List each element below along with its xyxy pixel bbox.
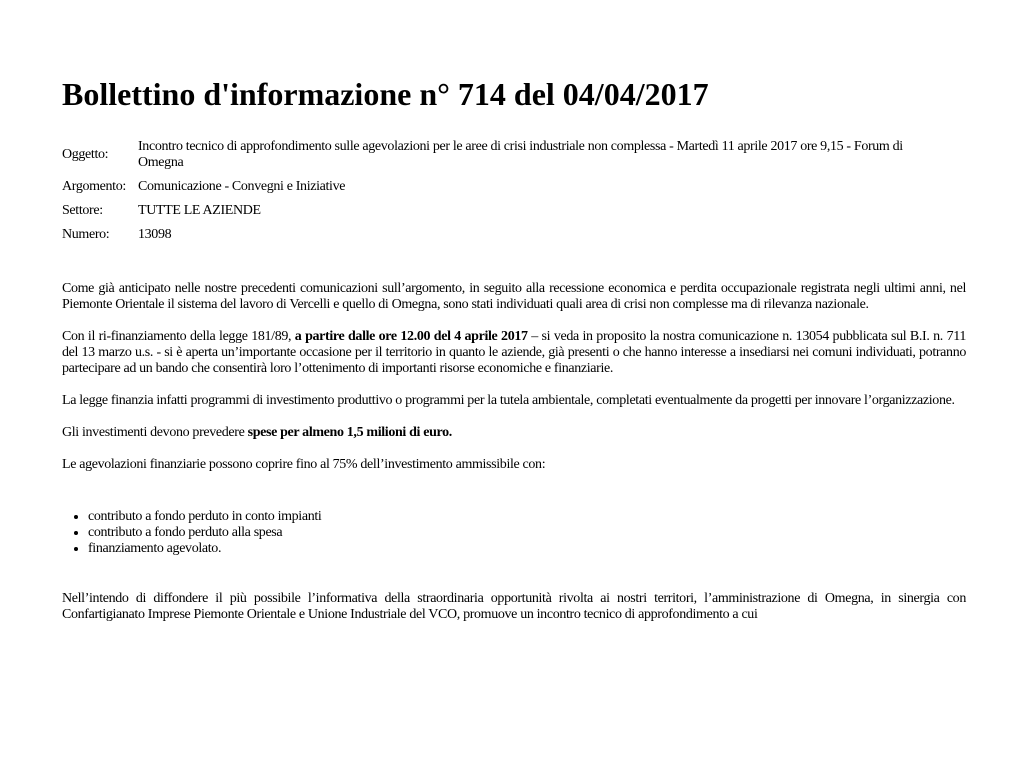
paragraph-investments-text: Gli investimenti devono prevedere — [62, 425, 248, 440]
meta-row-settore — [62, 203, 938, 227]
argomento-value: Comunicazione - Convegni e Iniziative — [138, 179, 346, 194]
list-item: • contributo a fondo perduto alla spesa — [88, 525, 966, 541]
argomento-label: Argomento: — [62, 179, 126, 194]
paragraph-financing-text-b: – si veda in proposito la nostra comunicazione n. 13054 pubblicata sul B.I. n. 711 del 13 marzo u.s. - si è aperta un’importante occasione per il territorio in quanto le aziende, già presenti o che hanno interesse a insediarsi nei comuni individuati, potranno partecipare ad un bando che consentirà loro l’ottenimento di importanti risorse economiche e finanziarie. — [62, 329, 966, 376]
paragraph-event: Nell’intendo di diffondere il più possibile l’informativa della straordinaria opportunità rivolta ai nostri territori, l’amministrazione di Omegna, in sinergia con Confartigianato Imprese Piemonte Orientale e Unione Industriale del VCO, promuove un incontro tecnico di approfondimento a cui — [62, 591, 966, 622]
paragraph-investments-amount: spese per almeno 1,5 milioni di euro. — [247, 425, 452, 440]
oggetto-label: Oggetto: — [62, 147, 109, 162]
paragraph-intro: Come già anticipato nelle nostre precedenti comunicazioni sull’argomento, in seguito alla recessione economica e perdita occupazionale registrata negli ultimi anni, nel Piemonte Orientale il sistema del lavoro di Vercelli e quello di Omegna, sono stati individuati quali area di crisi non complesse ma di rilevanza nazionale. — [62, 281, 966, 312]
paragraph-financing — [62, 329, 966, 377]
benefits-list — [62, 509, 966, 557]
settore-value: TUTTE LE AZIENDE — [138, 203, 261, 218]
page-title: Bollettino d'informazione n° 714 del 04/04/2017 — [62, 76, 709, 112]
list-item: • finanziamento agevolato. — [88, 541, 966, 557]
settore-label: Settore: — [62, 203, 103, 218]
meta-row-numero — [62, 227, 938, 251]
paragraph-financing-text-a: Con il ri-finanziamento della legge 181/89, — [62, 329, 295, 344]
list-item: • contributo a fondo perduto in conto impianti — [88, 509, 966, 525]
oggetto-value: Incontro tecnico di approfondimento sulle agevolazioni per le aree di crisi industriale non complessa - Martedì 11 aprile 2017 ore 9,15 - Forum di Omegna — [138, 139, 903, 170]
paragraph-coverage: Le agevolazioni finanziarie possono coprire fino al 75% dell’investimento ammissibile con: — [62, 457, 546, 472]
meta-row-argomento — [62, 179, 938, 203]
paragraph-financing-deadline: a partire dalle ore 12.00 del 4 aprile 2017 — [294, 329, 528, 344]
meta-row-oggetto — [62, 139, 938, 179]
numero-label: Numero: — [62, 227, 110, 242]
meta-table — [62, 139, 938, 251]
numero-value: 13098 — [138, 227, 172, 242]
paragraph-investments — [62, 425, 966, 441]
paragraph-programs: La legge finanzia infatti programmi di investimento produttivo o programmi per la tutela ambientale, completati eventualmente da progetti per innovare l’organizzazione. — [62, 393, 955, 408]
